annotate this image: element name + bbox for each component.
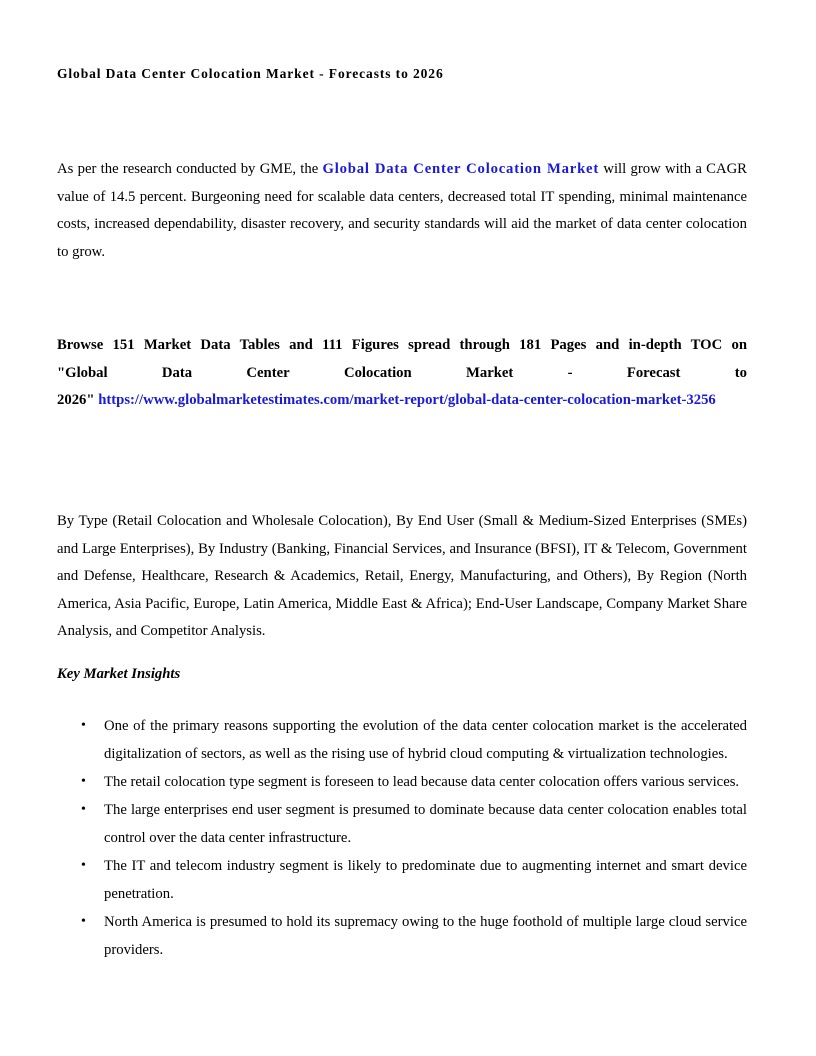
list-item — [57, 908, 747, 964]
list-item — [57, 852, 747, 908]
list-item-text: The retail colocation type segment is foreseen to lead because data center colocation offers various services. — [104, 774, 740, 790]
list-item-text: One of the primary reasons supporting the evolution of the data center colocation market is the accelerated digitalization of sectors, as well as the rising use of hybrid cloud computing & virtualization technologies. — [104, 718, 747, 762]
intro-text-before: As per the research conducted by GME, the — [57, 161, 323, 177]
market-name-link[interactable]: Global Data Center Colocation Market — [322, 161, 600, 177]
bullet-icon: • — [81, 858, 86, 873]
key-insights-heading: Key Market Insights — [57, 666, 181, 682]
browse-word: Center — [246, 364, 290, 381]
document-title: Global Data Center Colocation Market - Forecasts to 2026 — [57, 66, 444, 81]
bullet-icon: • — [81, 774, 86, 789]
intro-text-after: will grow with a CAGR value of 14.5 percent. Burgeoning need for scalable data centers, decreased total IT spending, minimal maintenance costs, increased dependability, disaster recovery, and security standards will aid the market of data center colocation to grow. — [57, 161, 747, 260]
browse-line-2 — [57, 360, 747, 388]
list-item-text: The IT and telecom industry segment is likely to predominate due to augmenting internet and smart device penetration. — [104, 858, 747, 902]
list-item — [57, 712, 747, 768]
bullet-icon: • — [81, 802, 86, 817]
browse-line-1: Browse 151 Market Data Tables and 111 Figures spread through 181 Pages and in-depth TOC on — [57, 337, 747, 353]
browse-word: Data — [161, 364, 193, 381]
list-item — [57, 768, 747, 796]
browse-word: "Global — [57, 364, 108, 381]
browse-line-3 — [57, 387, 747, 415]
bullet-icon: • — [81, 718, 86, 733]
bullet-icon: • — [81, 914, 86, 929]
list-item-text: The large enterprises end user segment is presumed to dominate because data center colocation enables total control over the data center infrastructure. — [104, 802, 747, 846]
intro-paragraph — [57, 156, 747, 266]
browse-paragraph — [57, 332, 747, 415]
browse-word: - — [567, 364, 573, 381]
browse-word: to — [734, 364, 747, 381]
browse-word: Market — [466, 364, 514, 381]
insights-list — [57, 712, 747, 964]
list-item — [57, 796, 747, 852]
report-url-link[interactable]: https://www.globalmarketestimates.com/market-report/global-data-center-colocation-market-3256 — [98, 392, 716, 409]
list-item-text: North America is presumed to hold its supremacy owing to the huge foothold of multiple large cloud service providers. — [104, 914, 747, 958]
segmentation-paragraph: By Type (Retail Colocation and Wholesale Colocation), By End User (Small & Medium-Sized Enterprises (SMEs) and Large Enterprises), By Industry (Banking, Financial Services, and Insurance (BFSI), IT & Telecom, Government and Defense, Healthcare, Research & Academics, Retail, Energy, Manufacturing, and Others), By Region (North America, Asia Pacific, Europe, Latin America, Middle East & Africa); End-User Landscape, Company Market Share Analysis, and Competitor Analysis. — [57, 513, 747, 640]
browse-year: 2026" — [57, 392, 95, 409]
browse-word: Colocation — [343, 364, 412, 381]
browse-word: Forecast — [626, 364, 681, 381]
